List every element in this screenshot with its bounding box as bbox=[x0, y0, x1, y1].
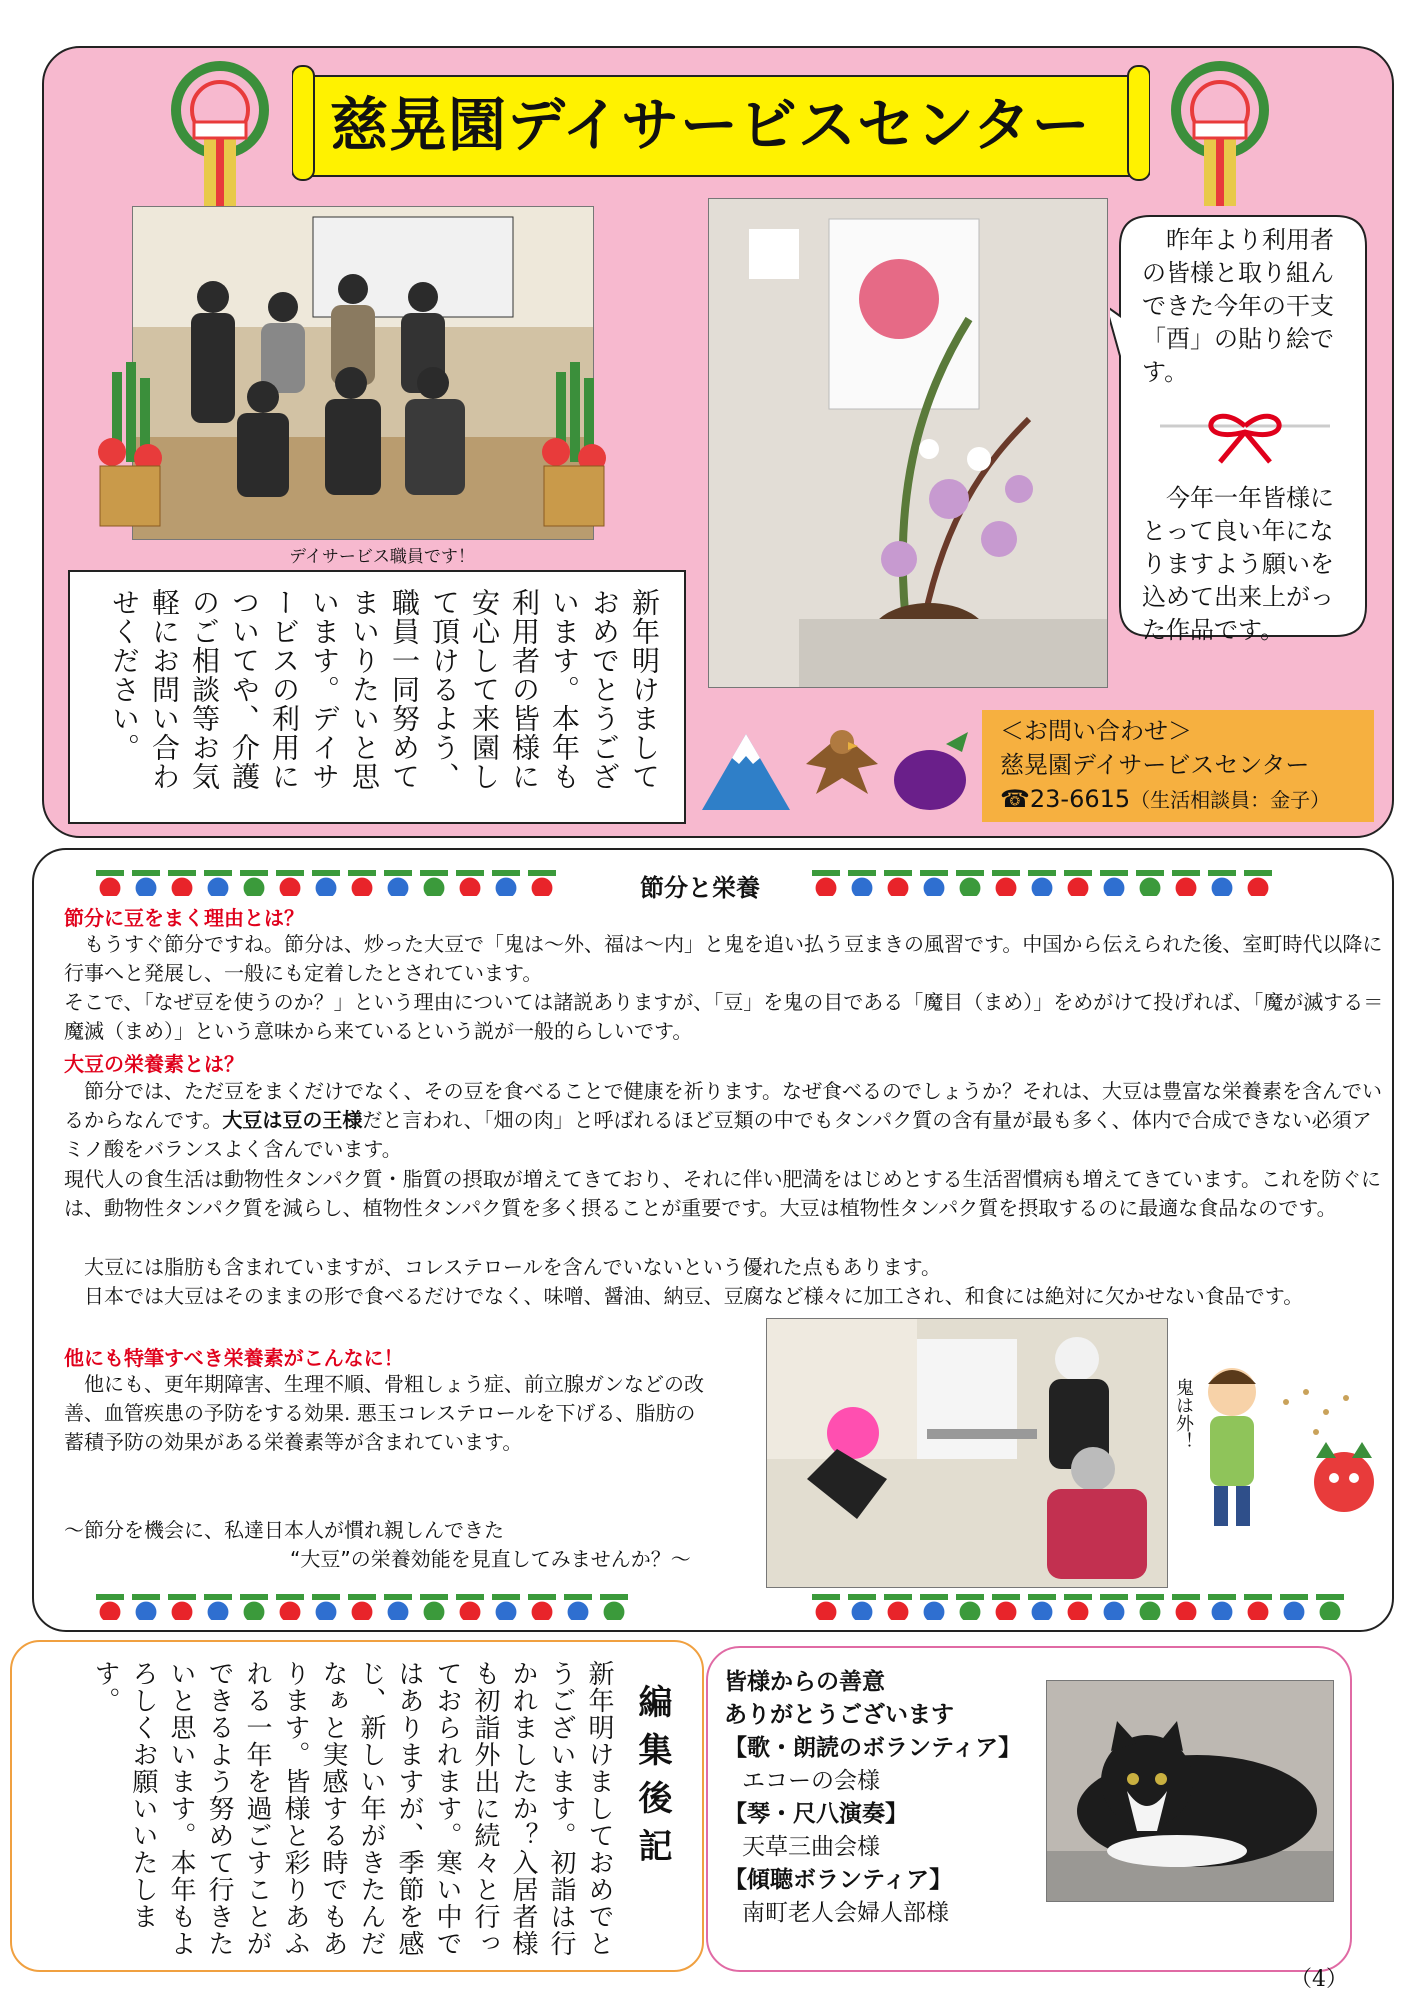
thanks-title-line2: ありがとうございます bbox=[724, 1702, 954, 1728]
paragraph-health-effects: 他にも、更年期障害、生理不順、骨粗しょう症、前立腺ガンなどの改善、血管疾患の予防をする効果. 悪玉コレステロールを下げる、脂肪の蓄積予防の効果がある栄養素等が含まれています。 bbox=[64, 1372, 704, 1454]
article-title: 節分と栄養 bbox=[640, 874, 760, 902]
ornament-icon bbox=[812, 1594, 840, 1620]
contact-phone bbox=[1000, 782, 1330, 817]
ornament-garland-top-left bbox=[96, 870, 596, 896]
paragraph-soy-king: 節分では、ただ豆をまくだけでなく、その豆を食べることで健康を祈ります。なぜ食べるのでしょうか？それは、大豆は豊富な栄養素を含んでいるからなんです。大豆は豆の王様だと言われ、「畑の肉」と呼ばれるほど豆類の中でもタンパク質の含有量が最も多く、体内で合成できない必須アミノ酸をバランスよく含んでいます。 bbox=[64, 1079, 1382, 1161]
ornament-icon bbox=[132, 1594, 160, 1620]
heading-other-nutrients: 他にも特筆すべき栄養素がこんなに！ bbox=[64, 1346, 404, 1370]
ornament-icon bbox=[348, 1594, 376, 1620]
ornament-icon bbox=[204, 870, 232, 896]
ornament-icon bbox=[564, 1594, 592, 1620]
cat-photo bbox=[1046, 1680, 1334, 1902]
ornament-icon bbox=[884, 870, 912, 896]
ornament-icon bbox=[168, 1594, 196, 1620]
mount-fuji-icon bbox=[698, 718, 794, 814]
ornament-icon bbox=[240, 1594, 268, 1620]
ornament-icon bbox=[1208, 870, 1236, 896]
ornament-icon bbox=[1172, 1594, 1200, 1620]
ornament-icon bbox=[920, 870, 948, 896]
ornament-icon bbox=[848, 870, 876, 896]
oni-wa-soto-label: 鬼は外！ bbox=[1173, 1378, 1194, 1450]
ornament-icon bbox=[132, 870, 160, 896]
bean-throwing-boy-and-oni-icon bbox=[1196, 1362, 1384, 1536]
heading-soy-nutrients: 大豆の栄養素とは？ bbox=[64, 1052, 244, 1076]
ornament-icon bbox=[1316, 1594, 1344, 1620]
phone-number: ☎23-6615 bbox=[1000, 785, 1131, 813]
ornament-icon bbox=[1244, 870, 1272, 896]
ornament-icon bbox=[528, 870, 556, 896]
ornament-icon bbox=[1244, 1594, 1272, 1620]
paragraph-mame-meaning: そこで、「なぜ豆を使うのか？」という理由については諸説ありますが、「豆」を鬼の目である「魔目（まめ）」をめがけて投げれば、「魔が滅する＝魔滅（まめ）」という意味から来ているという説が一般的らしいです。 bbox=[64, 990, 1384, 1043]
thanks-title-line1: 皆様からの善意 bbox=[724, 1669, 885, 1695]
ornament-icon bbox=[276, 870, 304, 896]
ornament-icon bbox=[1280, 1594, 1308, 1620]
ornament-icon bbox=[240, 870, 268, 896]
mizuhiki-knot-icon bbox=[1150, 396, 1340, 466]
ornament-icon bbox=[312, 1594, 340, 1620]
ornament-icon bbox=[1208, 1594, 1236, 1620]
paragraph-japanese-food: 日本では大豆はそのままの形で食べるだけでなく、味噌、醤油、納豆、豆腐など様々に加工され、和食には絶対に欠かせない食品です。 bbox=[64, 1284, 1304, 1308]
mamemaki-event-photo bbox=[766, 1318, 1168, 1588]
contact-title: ＜お問い合わせ＞ bbox=[1000, 717, 1192, 745]
ornament-icon bbox=[992, 870, 1020, 896]
ornament-icon bbox=[204, 1594, 232, 1620]
ornament-garland-bottom-left bbox=[96, 1594, 656, 1620]
emphasis-soy-king: 大豆は豆の王様 bbox=[222, 1108, 363, 1132]
contact-name: 慈晃園デイサービスセンター bbox=[1000, 751, 1310, 779]
ornament-icon bbox=[420, 1594, 448, 1620]
ornament-icon bbox=[312, 870, 340, 896]
page-title: 慈晃園デイサービスセンター bbox=[330, 91, 1091, 159]
thanks-category-listening: 【傾聴ボランティア】 bbox=[724, 1867, 953, 1893]
ornament-garland-bottom-right bbox=[812, 1594, 1372, 1620]
ornament-icon bbox=[456, 1594, 484, 1620]
contact-person-note: （生活相談員：金子） bbox=[1130, 788, 1331, 812]
shimekazari-right-icon bbox=[1150, 52, 1290, 212]
ornament-icon bbox=[884, 1594, 912, 1620]
page-number: （4） bbox=[1290, 1967, 1348, 1992]
staff-photo bbox=[132, 206, 594, 540]
ornament-icon bbox=[96, 870, 124, 896]
ornament-icon bbox=[276, 1594, 304, 1620]
ornament-icon bbox=[1172, 870, 1200, 896]
ornament-icon bbox=[956, 1594, 984, 1620]
bubble-text-upper: 昨年より利用者の皆様と取り組んできた今年の干支「酉」の貼り絵です。 bbox=[1142, 226, 1334, 386]
ornament-icon bbox=[348, 870, 376, 896]
bubble-text-lower: 今年一年皆様にとって良い年になりますよう願いを込めて出来上がった作品です。 bbox=[1142, 484, 1334, 644]
heading-why-beans: 節分に豆をまく理由とは？ bbox=[64, 906, 304, 930]
ornament-icon bbox=[420, 870, 448, 896]
ornament-icon bbox=[384, 870, 412, 896]
ornament-icon bbox=[956, 870, 984, 896]
greeting-text: 新年明けましておめでとうございます。本年も利用者の皆様に安心して来園して頂けるよう、職員一同努めてまいりたいと思います。デイサービスの利用についてや、介護のご相談等お気軽にお問い合わせください。 bbox=[108, 588, 661, 791]
thanks-category-singing: 【歌・朗読のボランティア】 bbox=[724, 1735, 1022, 1761]
paragraph-setsubun-origin: もうすぐ節分ですね。節分は、炒った大豆で「鬼は～外、福は～内」と鬼を追い払う豆まきの風習です。中国から伝えられた後、室町時代以降に行事へと発展し、一般にも定着したとされています。 bbox=[64, 932, 1383, 985]
eggplant-icon bbox=[888, 722, 978, 818]
editor-note-text: 新年明けましておめでとうございます。初詣は行かれましたか？入居者様も初詣外出に続々と行っておられます。寒い中ではありますが、季節を感じ、新しい年がきたんだなぁと実感する時でもあります。皆様と彩りあふれる一年を過ごすことができるよう努めて行きたいと思います。本年もよろしくお願いいたします。 bbox=[90, 1660, 614, 1957]
ornament-icon bbox=[1028, 1594, 1056, 1620]
ornament-icon bbox=[96, 1594, 124, 1620]
closing-line-2: “大豆”の栄養効能を見直してみませんか？～ bbox=[290, 1547, 691, 1571]
ornament-icon bbox=[492, 870, 520, 896]
staff-photo-caption: デイサービス職員です！ bbox=[289, 547, 475, 567]
ornament-icon bbox=[1100, 870, 1128, 896]
closing-line-1: ～節分を機会に、私達日本人が慣れ親しんできた bbox=[64, 1518, 504, 1542]
ornament-icon bbox=[456, 870, 484, 896]
flower-arrangement-photo bbox=[708, 198, 1108, 688]
kadomatsu-right-icon bbox=[526, 362, 622, 532]
thanks-name-listening: 南町老人会婦人部様 bbox=[742, 1900, 949, 1926]
ornament-icon bbox=[812, 870, 840, 896]
paragraph-cholesterol: 大豆には脂肪も含まれていますが、コレステロールを含んでいないという優れた点もあります。 bbox=[64, 1255, 941, 1279]
paragraph-modern-diet: 現代人の食生活は動物性タンパク質・脂質の摂取が増えてきており、それに伴い肥満をはじめとする生活習慣病も増えてきています。これを防ぐには、動物性タンパク質を減らし、植物性タンパク質を多く摂ることが重要です。大豆は植物性タンパク質を摂取するのに最適な食品なのです。 bbox=[64, 1167, 1381, 1220]
ornament-icon bbox=[492, 1594, 520, 1620]
ornament-icon bbox=[1064, 1594, 1092, 1620]
thanks-name-koto: 天草三曲会様 bbox=[742, 1834, 880, 1860]
thanks-name-singing: エコーの会様 bbox=[742, 1768, 880, 1794]
kadomatsu-left-icon bbox=[82, 362, 178, 532]
shimekazari-left-icon bbox=[150, 52, 290, 212]
ornament-icon bbox=[384, 1594, 412, 1620]
hawk-icon bbox=[796, 714, 888, 814]
ornament-icon bbox=[920, 1594, 948, 1620]
ornament-garland-top-right bbox=[812, 870, 1312, 896]
editor-note-title: 編集後記 bbox=[632, 1684, 672, 1876]
ornament-icon bbox=[528, 1594, 556, 1620]
ornament-icon bbox=[600, 1594, 628, 1620]
ornament-icon bbox=[1136, 1594, 1164, 1620]
ornament-icon bbox=[992, 1594, 1020, 1620]
ornament-icon bbox=[1100, 1594, 1128, 1620]
thanks-category-koto: 【琴・尺八演奏】 bbox=[724, 1801, 908, 1827]
ornament-icon bbox=[1136, 870, 1164, 896]
ornament-icon bbox=[168, 870, 196, 896]
ornament-icon bbox=[1028, 870, 1056, 896]
ornament-icon bbox=[848, 1594, 876, 1620]
ornament-icon bbox=[1064, 870, 1092, 896]
